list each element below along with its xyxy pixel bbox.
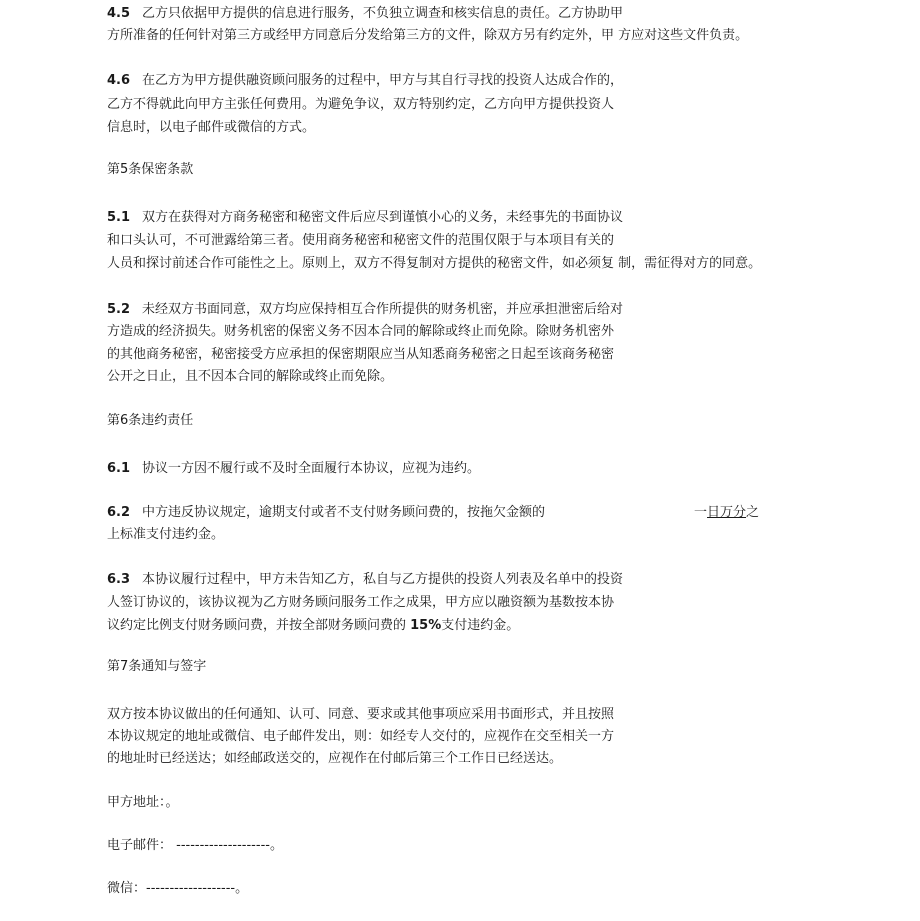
clause-number: 6.3 xyxy=(107,572,131,587)
clause-5-1-line-3: 人员和探讨前述合作可能性之上。原则上，双方不得复制对方提供的秘密文件，如必须复 制，需征得对方的同意。 xyxy=(107,256,762,271)
clause-text: 未经双方书面同意，双方均应保持相互合作所提供的财务机密，并应承担泄密后给对 xyxy=(142,302,624,317)
wechat-field-line: 微信：-------------------。 xyxy=(107,881,249,896)
email-field-line: 电子邮件： --------------------。 xyxy=(107,838,283,853)
clause-6-2-rate-fragment xyxy=(694,505,759,521)
clause-6-2-line-1 xyxy=(107,505,545,521)
clause-text: 本协议履行过程中，甲方未告知乙方，私自与乙方提供的投资人列表及名单中的投资 xyxy=(142,572,624,587)
clause-number: 6.1 xyxy=(107,461,131,476)
clause-number: 5.2 xyxy=(107,302,131,317)
penalty-percent: 15% xyxy=(410,618,442,633)
clause-4-6-line-1 xyxy=(107,73,623,89)
clause-7-line-3: 的地址时已经送达；如经邮政送交的，应视作在付邮后第三个工作日已经送达。 xyxy=(107,751,563,766)
clause-7-line-1: 双方按本协议做出的任何通知、认可、同意、要求或其他事项应采用书面形式，并且按照 xyxy=(107,707,615,722)
clause-text: 议约定比例支付财务顾问费，并按全部财务顾问费的 xyxy=(107,618,411,633)
clause-5-2-line-3: 的其他商务秘密，秘密接受方应承担的保密期限应当从知悉商务秘密之日起至该商务秘密 xyxy=(107,347,615,362)
rate-dash: 一 xyxy=(694,505,708,520)
clause-text: 中方违反协议规定，逾期支付或者不支付财务顾问费的，按拖欠金额的 xyxy=(142,505,546,520)
rate-tail: 之 xyxy=(746,505,760,520)
section-6-heading: 第6条违约责任 xyxy=(107,413,194,428)
clause-5-2-line-4: 公开之日止，且不因本合同的解除或终止而免除。 xyxy=(107,369,394,384)
clause-7-line-2: 本协议规定的地址或微信、电子邮件发出，则：如经专人交付的，应视作在交至相关一方 xyxy=(107,729,615,744)
clause-6-2-line-2: 上标准支付违约金。 xyxy=(107,527,225,542)
clause-text: 双方在获得对方商务秘密和秘密文件后应尽到谨慎小心的义务，未经事先的书面协议 xyxy=(142,210,624,225)
clause-4-6-line-2: 乙方不得就此向甲方主张任何费用。为避免争议，双方特别约定，乙方向甲方提供投资人 xyxy=(107,97,615,112)
clause-number: 5.1 xyxy=(107,210,131,225)
clause-text: 协议一方因不履行或不及时全面履行本协议，应视为违约。 xyxy=(142,461,481,476)
rate-underlined-text: 日万分 xyxy=(707,505,747,520)
clause-6-3-line-3 xyxy=(107,618,519,634)
clause-6-1-line-1 xyxy=(107,461,480,477)
clause-4-6-line-3: 信息时，以电子邮件或微信的方式。 xyxy=(107,120,316,135)
clause-5-1-line-2: 和口头认可，不可泄露给第三者。使用商务秘密和秘密文件的范围仅限于与本项目有关的 xyxy=(107,233,615,248)
clause-6-3-line-1 xyxy=(107,572,623,588)
clause-5-1-line-1 xyxy=(107,210,623,226)
clause-4-5-line-2: 方所准备的任何针对第三方或经甲方同意后分发给第三方的文件，除双方另有约定外，甲 方应对这些文件负责。 xyxy=(107,28,749,43)
clause-text: 在乙方为甲方提供融资顾问服务的过程中，甲方与其自行寻找的投资人达成合作的， xyxy=(142,73,624,88)
clause-text: 支付违约金。 xyxy=(441,618,520,633)
clause-number: 4.5 xyxy=(107,6,131,21)
clause-text: 乙方只依据甲方提供的信息进行服务，不负独立调查和核实信息的责任。乙方协助甲 xyxy=(142,6,624,21)
clause-6-3-line-2: 人签订协议的，该协议视为乙方财务顾问服务工作之成果，甲方应以融资额为基数按本协 xyxy=(107,595,615,610)
section-7-heading: 第7条通知与签字 xyxy=(107,659,207,674)
clause-number: 4.6 xyxy=(107,73,131,88)
section-5-heading: 第5条保密条款 xyxy=(107,162,194,177)
clause-5-2-line-2: 方造成的经济损失。财务机密的保密义务不因本合同的解除或终止而免除。除财务机密外 xyxy=(107,324,615,339)
clause-4-5-line-1 xyxy=(107,6,623,22)
clause-number: 6.2 xyxy=(107,505,131,520)
clause-5-2-line-1 xyxy=(107,302,623,318)
party-a-address: 甲方地址：。 xyxy=(107,795,179,810)
